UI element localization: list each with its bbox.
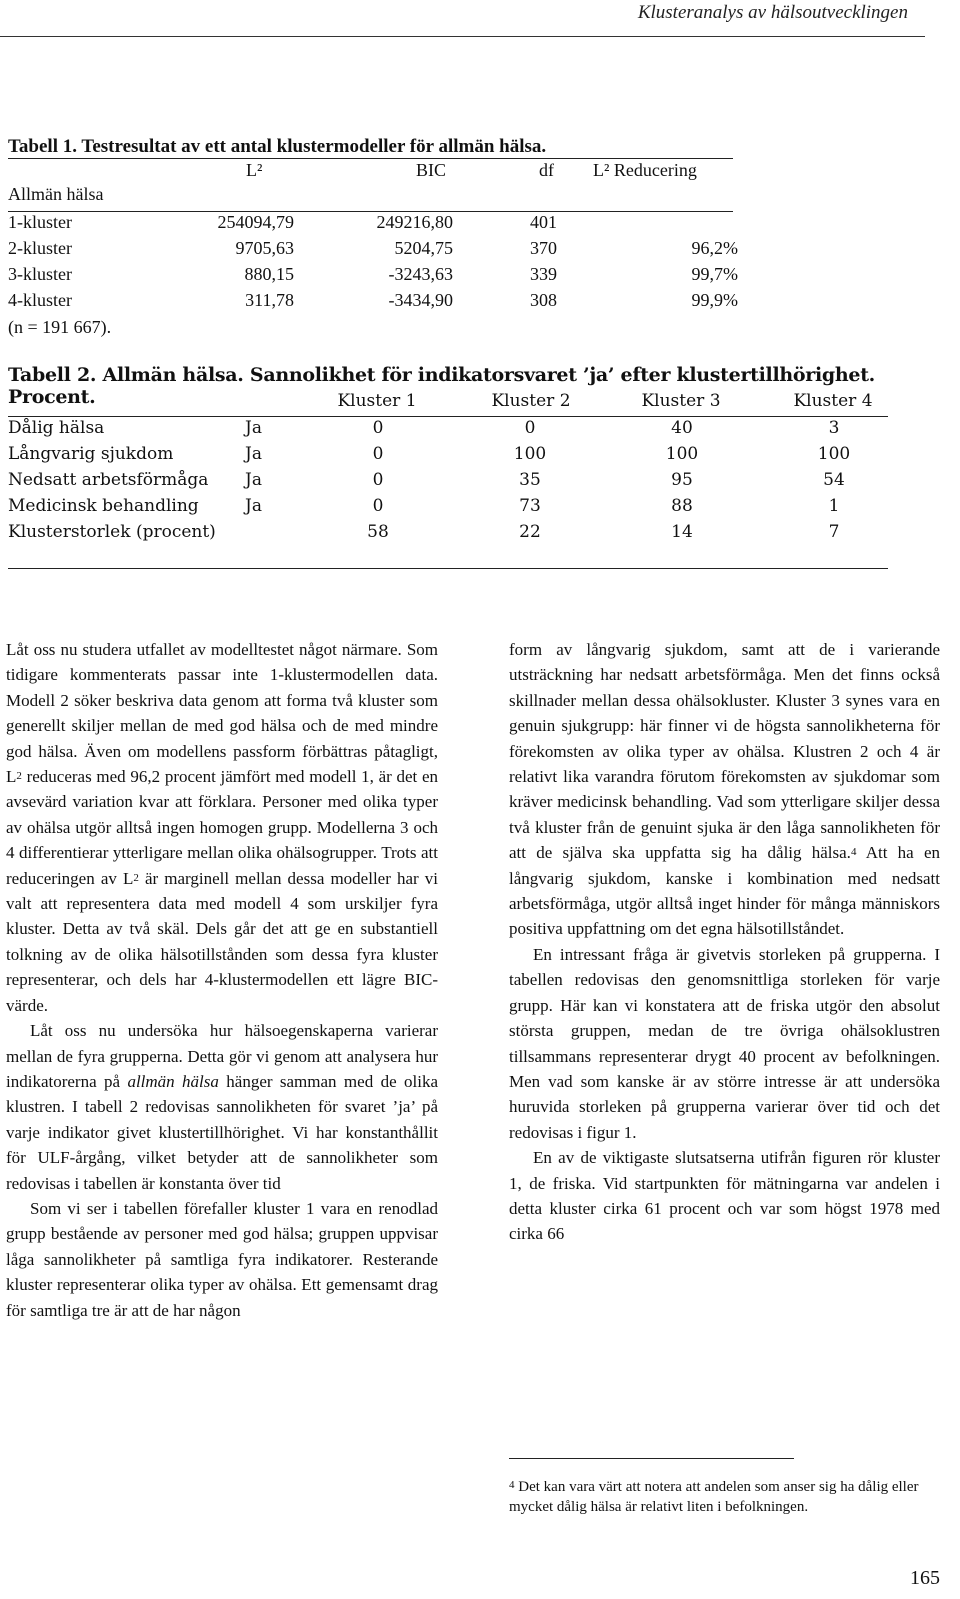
cell-reducering: 96,2% [691,238,738,258]
cell-kluster3: 14 [671,522,693,542]
row-label: 3-kluster [8,264,72,284]
cell-kluster4: 1 [828,496,840,516]
table1-col-df: df [539,160,554,180]
cell-df: 339 [530,264,557,284]
row-answer: Ja [245,470,262,490]
table1-col-l2: L² [246,160,263,180]
cell-kluster3: 40 [671,418,693,438]
table1-mid-rule [8,211,733,212]
text-run: reduceras med 96,2 procent jämfört med modell 1, är det en avsevärd variation kvar att förklara. Personer med olika typer av ohälsa utgör alltså ingen homogen grupp. Modellerna 3 och 4 differentierar ytterligare mellan olika ohälsogrupper. Trots att reduceringen av L [6,767,438,888]
cell-l2: 880,15 [244,264,294,284]
running-header: Klusteranalys av hälsoutvecklingen [637,2,908,23]
text-run: form av långvarig sjukdom, samt att de i varierande utsträckning har nedsatt arbetsförmåga. Men det finns också skillnader mellan dessa ohälsokluster. Kluster 3 synes vara en genuin sjukgrupp: här finner vi de högsta sannolikheterna för förekomsten av olika typer av ohälsa. Klustren 2 och 4 är relativt lika varandra förutom förekomsten av sjukdomar som kräver medicinsk behandling. Vad som ytterligare skiljer dessa två kluster från de genuint sjuka är den låga sannolikheten för att de själva ska uppfatta sig ha dålig hälsa. [509,640,940,863]
paragraph [6,1018,438,1196]
paragraph: En av de viktigaste slutsatserna utifrån figuren rör kluster 1, de friska. Vid startpunkten för mätningarna var andelen i detta kluster cirka 61 procent och var som högst 1978 med cirka 66 [509,1148,940,1244]
footnote-number: 4 [509,1479,515,1491]
cell-kluster2: 100 [513,444,547,464]
cell-kluster4: 54 [823,470,845,490]
cell-kluster4: 100 [817,444,851,464]
cell-bic: -3243,63 [388,264,453,284]
text-run: hänger samman med de olika klustren. I tabell 2 redovisas sannolikheten för svaret ’ja’ på varje indikator givet klustertillhörighet. Vi har konstanthållit för ULF-årgång, vilket betyder att de sannolikheter som redovisas i tabellen är konstanta över tid [6,1071,438,1193]
table2-col-kluster1: Kluster 1 [337,391,417,411]
row-label: Dålig hälsa [8,418,105,438]
paragraph: Som vi ser i tabellen förefaller kluster 1 vara en renodlad grupp bestående av personer med god hälsa; gruppen uppvisar låga sannolikheter på samtliga fyra indikatorer. Resterande kluster representerar olika typer av ohälsa. Ett gemensamt drag för samtliga tre är att de har någon [6,1198,438,1320]
row-answer: Ja [245,418,262,438]
cell-bic: 249216,80 [376,212,453,232]
row-label: 4-kluster [8,290,72,310]
table1-note: (n = 191 667). [8,317,112,337]
cell-kluster1: 0 [372,444,384,464]
paragraph: En intressant fråga är givetvis storleken på grupperna. I tabellen redovisas den genomsnittliga storleken för varje grupp. Här kan vi konstatera att de friska utgör den absolut största gruppen, medan de tre övriga ohälsoklustren tillsammans representerar drygt 40 procent av befolkningen. Men vad som kanske är av större intresse är att undersöka huruvida storleken på grupperna varierar över tid och det redovisas i figur 1. [509,944,940,1142]
footnote-ref[interactable]: 4 [850,846,857,859]
paragraph [6,637,438,1018]
cell-kluster3: 95 [671,470,693,490]
cell-l2: 311,78 [245,290,294,310]
paragraph [509,637,940,942]
table1-title: Tabell 1. Testresultat av ett antal klustermodeller för allmän hälsa. [8,136,547,157]
table2-col-kluster4: Kluster 4 [793,391,873,411]
cell-kluster3: 88 [671,496,693,516]
cell-bic: 5204,75 [394,238,453,258]
text-run: Att ha en långvarig sjukdom, kanske i kombination med nedsatt arbetsförmåga, utgör alltså inget hinder för många människors positiva uppfattning om det egna hälsotillståndet. [509,843,940,939]
table2-title: Tabell 2. Allmän hälsa. Sannolikhet för indikatorsvaret ’ja’ efter klustertillhörighet. Procent. [8,364,875,408]
footnote-rule [509,1458,794,1459]
table2-mid-rule [8,416,888,417]
cell-l2: 9705,63 [235,238,294,258]
row-label: Nedsatt arbetsförmåga [8,470,209,490]
page-number: 165 [910,1567,940,1589]
footnote-text: Det kan vara värt att notera att andelen som anser sig ha dålig eller mycket dålig hälsa är relativt liten i befolkningen. [509,1479,919,1515]
cell-kluster2: 73 [519,496,541,516]
cell-kluster1: 0 [372,496,384,516]
emphasis: allmän hälsa [127,1071,219,1091]
cell-kluster4: 3 [828,418,840,438]
text-run: Låt oss nu undersöka hur hälsoegenskaperna varierar mellan de fyra grupperna. Detta gör vi genom att analysera hur indikatorerna på [6,1021,438,1091]
cell-reducering: 99,9% [691,290,738,310]
table2-bottom-rule [8,568,888,569]
cell-kluster3: 100 [665,444,699,464]
row-answer: Ja [245,444,262,464]
body-column-right [509,637,940,1247]
text-run: Låt oss nu studera utfallet av modelltestet något närmare. Som tidigare kommenterats passar inte 1-klustermodellen data. Modell 2 söker beskriva data genom att forma två kluster som generellt skiljer mellan de med god hälsa och de med mindre god hälsa. Även om modellens passform förbättras påtagligt, L [6,640,438,787]
row-label: 1-kluster [8,212,72,232]
row-answer: Ja [245,496,262,516]
table1-col-reducering: L² Reducering [593,160,697,180]
footnote [509,1477,929,1517]
cell-df: 308 [530,290,557,310]
cell-df: 370 [530,238,557,258]
body-column-left [6,637,438,1323]
table1-col-bic: BIC [416,160,447,180]
cell-kluster4: 7 [828,522,840,542]
row-label: Klusterstorlek (procent) [8,522,216,542]
table2-col-kluster2: Kluster 2 [491,391,571,411]
text-run: är marginell mellan dessa modeller har vi valt att representera data med modell 4 som urskiljer fyra kluster. Detta av två skäl. Dels går det att ge en substantiell tolkning av de olika hälsotillstånden som dessa fyra kluster representerar, och dels har 4-klustermodellen ett lägre BIC-värde. [6,868,438,1015]
table2-col-kluster3: Kluster 3 [641,391,721,411]
cell-l2: 254094,79 [217,212,294,232]
cell-kluster2: 35 [519,470,541,490]
cell-kluster1: 58 [367,522,389,542]
row-label: 2-kluster [8,238,72,258]
table1-group-label: Allmän hälsa [8,184,104,204]
cell-reducering: 99,7% [691,264,738,284]
table1-top-rule [8,158,733,159]
row-label: Långvarig sjukdom [8,444,174,464]
row-label: Medicinsk behandling [8,496,199,516]
cell-kluster2: 0 [524,418,536,438]
superscript: 2 [16,770,22,783]
cell-bic: -3434,90 [388,290,453,310]
cell-kluster2: 22 [519,522,541,542]
cell-df: 401 [530,212,557,232]
cell-kluster1: 0 [372,470,384,490]
cell-kluster1: 0 [372,418,384,438]
superscript: 2 [133,871,139,884]
header-rule [0,36,925,37]
